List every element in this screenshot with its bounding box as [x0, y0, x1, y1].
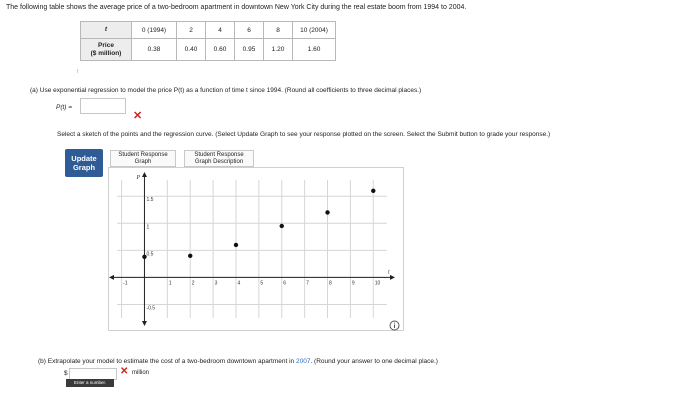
table-header-price: Price ($ million)	[81, 39, 132, 61]
graph-panel	[108, 167, 404, 331]
data-point	[234, 243, 238, 247]
question-a: (a) Use exponential regression to model the price P(t) as a function of time t since 1994. (Round all coefficients to three decimal places.)	[30, 87, 422, 94]
intro-text: The following table shows the average price of a two-bedroom apartment in downtown New York City during the real estate boom from 1994 to 2004.	[6, 4, 467, 11]
response-graph	[109, 168, 403, 330]
data-point	[188, 254, 192, 258]
y-tick-label: 0.5	[146, 251, 154, 258]
data-point	[371, 189, 375, 193]
x-tick-label: 4	[237, 280, 241, 287]
x-axis-label: t	[388, 269, 390, 276]
x-tick-label: -1	[123, 280, 128, 287]
price-table	[80, 21, 336, 61]
table-cell-t: 6	[235, 22, 264, 39]
info-icon[interactable]	[389, 318, 400, 336]
table-cell-t: 0 (1994)	[132, 22, 177, 39]
x-tick-label: 9	[351, 280, 355, 287]
update-graph-button[interactable]: Update Graph	[65, 149, 103, 177]
tab-student-response-graph-description[interactable]: Student Response Graph Description	[184, 150, 254, 167]
data-point	[325, 210, 329, 214]
pt-label: P(t) =	[56, 104, 73, 111]
x-axis-arrow	[390, 275, 395, 280]
question-b: (b) Extrapolate your model to estimate the cost of a two-bedroom downtown apartment in 2007. (Round your answer to one decimal place.)	[38, 358, 438, 365]
incorrect-x-icon: ✕	[133, 110, 143, 122]
x-tick-label: 8	[329, 280, 332, 287]
dollar-sign: $	[64, 370, 68, 377]
table-cell-t: 2	[177, 22, 206, 39]
tab-student-response-graph[interactable]: Student Response Graph	[110, 150, 176, 167]
arrow-icon: ↑	[76, 69, 79, 75]
table-cell-t: 8	[264, 22, 293, 39]
x-tick-label: 5	[260, 280, 264, 287]
million-unit: million	[132, 370, 150, 376]
table-cell-price: 0.60	[206, 39, 235, 61]
x-tick-label: 6	[283, 280, 287, 287]
table-cell-price: 1.20	[264, 39, 293, 61]
y-axis-label: P	[136, 175, 141, 181]
table-cell-t: 4	[206, 22, 235, 39]
table-cell-price: 1.60	[293, 39, 336, 61]
x-tick-label: 7	[306, 280, 309, 287]
x-tick-label: 3	[214, 280, 218, 287]
enter-number-tooltip: Enter a number.	[66, 379, 114, 387]
pt-answer-input[interactable]	[80, 98, 126, 114]
data-point	[142, 255, 146, 259]
select-instruction: Select a sketch of the points and the regression curve. (Select Update Graph to see your response plotted on the screen. Select the Submit button to grade your response.)	[57, 131, 551, 138]
x-tick-label: 10	[374, 280, 381, 287]
y-tick-label: 1	[146, 224, 150, 231]
table-cell-price: 0.38	[132, 39, 177, 61]
x-tick-label: 1	[168, 280, 172, 287]
y-axis-arrow	[142, 172, 147, 177]
y-tick-label: 1.5	[146, 197, 154, 204]
x-axis-arrow-left	[109, 275, 114, 280]
year-highlight: 2007	[295, 358, 311, 365]
incorrect-x-icon-b: ✕	[120, 366, 129, 377]
y-tick-label: -0.5	[146, 305, 156, 312]
table-header-t: t	[81, 22, 132, 39]
table-cell-t: 10 (2004)	[293, 22, 336, 39]
data-point	[280, 224, 284, 228]
y-axis-arrow-bottom	[142, 321, 147, 326]
table-cell-price: 0.40	[177, 39, 206, 61]
x-tick-label: 2	[191, 280, 195, 287]
table-cell-price: 0.95	[235, 39, 264, 61]
